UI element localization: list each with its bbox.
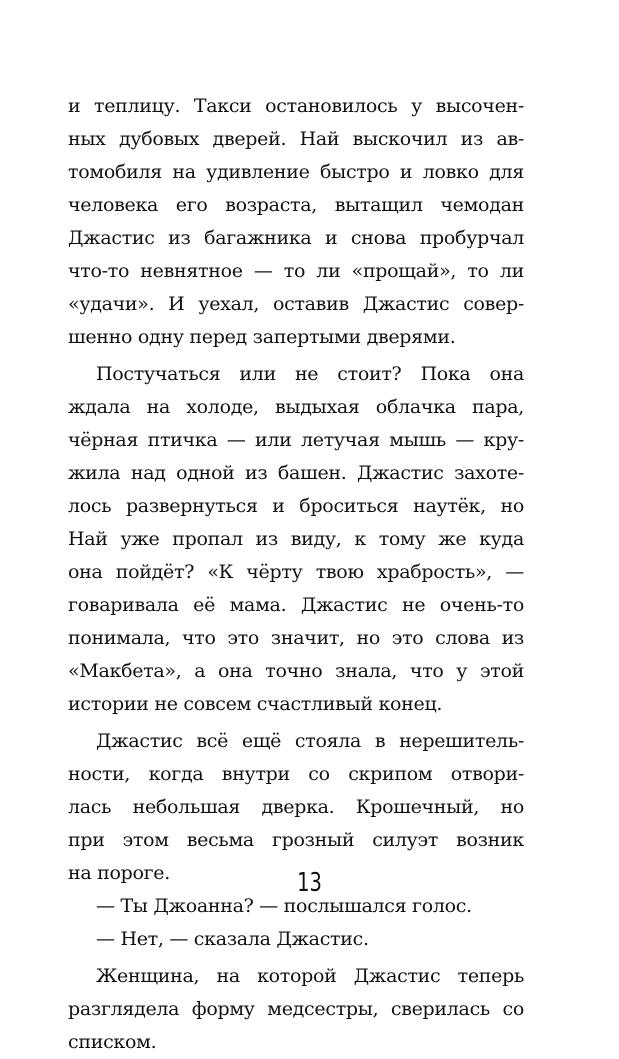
text-line: Постучаться или не стоит? Пока она — [96, 363, 524, 385]
paragraph — [68, 960, 524, 1059]
text-line: человека его возраста, вытащил чемодан — [68, 194, 524, 216]
text-line: жила над одной из башен. Джастис захоте- — [68, 462, 524, 484]
text-line: она пойдёт? «К чёрту твою храбрость», — — [68, 561, 524, 583]
text-line: лось развернуться и броситься наутёк, но — [68, 495, 524, 517]
text-line: ных дубовых дверей. Най выскочил из ав- — [68, 128, 524, 150]
text-line: истории не совсем счастливый конец. — [68, 693, 443, 715]
page-number: 13 — [297, 868, 322, 898]
text-line: «Макбета», а она точно знала, что у этой — [68, 660, 524, 682]
body-text — [68, 90, 524, 1059]
text-line: на пороге. — [68, 862, 170, 884]
text-line: при этом весьма грозный силуэт возник — [68, 829, 524, 851]
text-line: ности, когда внутри со скрипом отвори- — [68, 763, 524, 785]
dialogue-line — [68, 923, 524, 956]
text-line: и теплицу. Такси остановилось у высочен- — [68, 95, 524, 117]
text-line: — Ты Джоанна? — послышался голос. — [96, 895, 472, 917]
text-line: чёрная птичка — или летучая мышь — кру- — [68, 429, 524, 451]
text-line: шенно одну перед запертыми дверями. — [68, 326, 456, 348]
paragraph — [68, 725, 524, 890]
text-line: понимала, что это значит, но это слова из — [68, 627, 524, 649]
text-line: что-то невнятное — то ли «прощай», то ли — [68, 260, 524, 282]
paragraph — [68, 358, 524, 721]
text-line: Женщина, на которой Джастис теперь — [96, 965, 524, 987]
text-line: Джастис из багажника и снова пробурчал — [68, 227, 524, 249]
text-line: томобиля на удивление быстро и ловко для — [68, 161, 524, 183]
text-line: ждала на холоде, выдыхая облачка пара, — [68, 396, 524, 418]
paragraph — [68, 90, 524, 354]
text-line: говаривала её мама. Джастис не очень-то — [68, 594, 524, 616]
text-line: «удачи». И уехал, оставив Джастис совер- — [68, 293, 524, 315]
text-line: лась небольшая дверка. Крошечный, но — [68, 796, 524, 818]
text-line: Джастис всё ещё стояла в нерешитель- — [96, 730, 524, 752]
text-line: разглядела форму медсестры, сверилась со — [68, 998, 524, 1020]
text-line: — Нет, — сказала Джастис. — [96, 928, 369, 950]
text-line: списком. — [68, 1031, 157, 1053]
text-line: Най уже пропал из виду, к тому же куда — [68, 528, 524, 550]
